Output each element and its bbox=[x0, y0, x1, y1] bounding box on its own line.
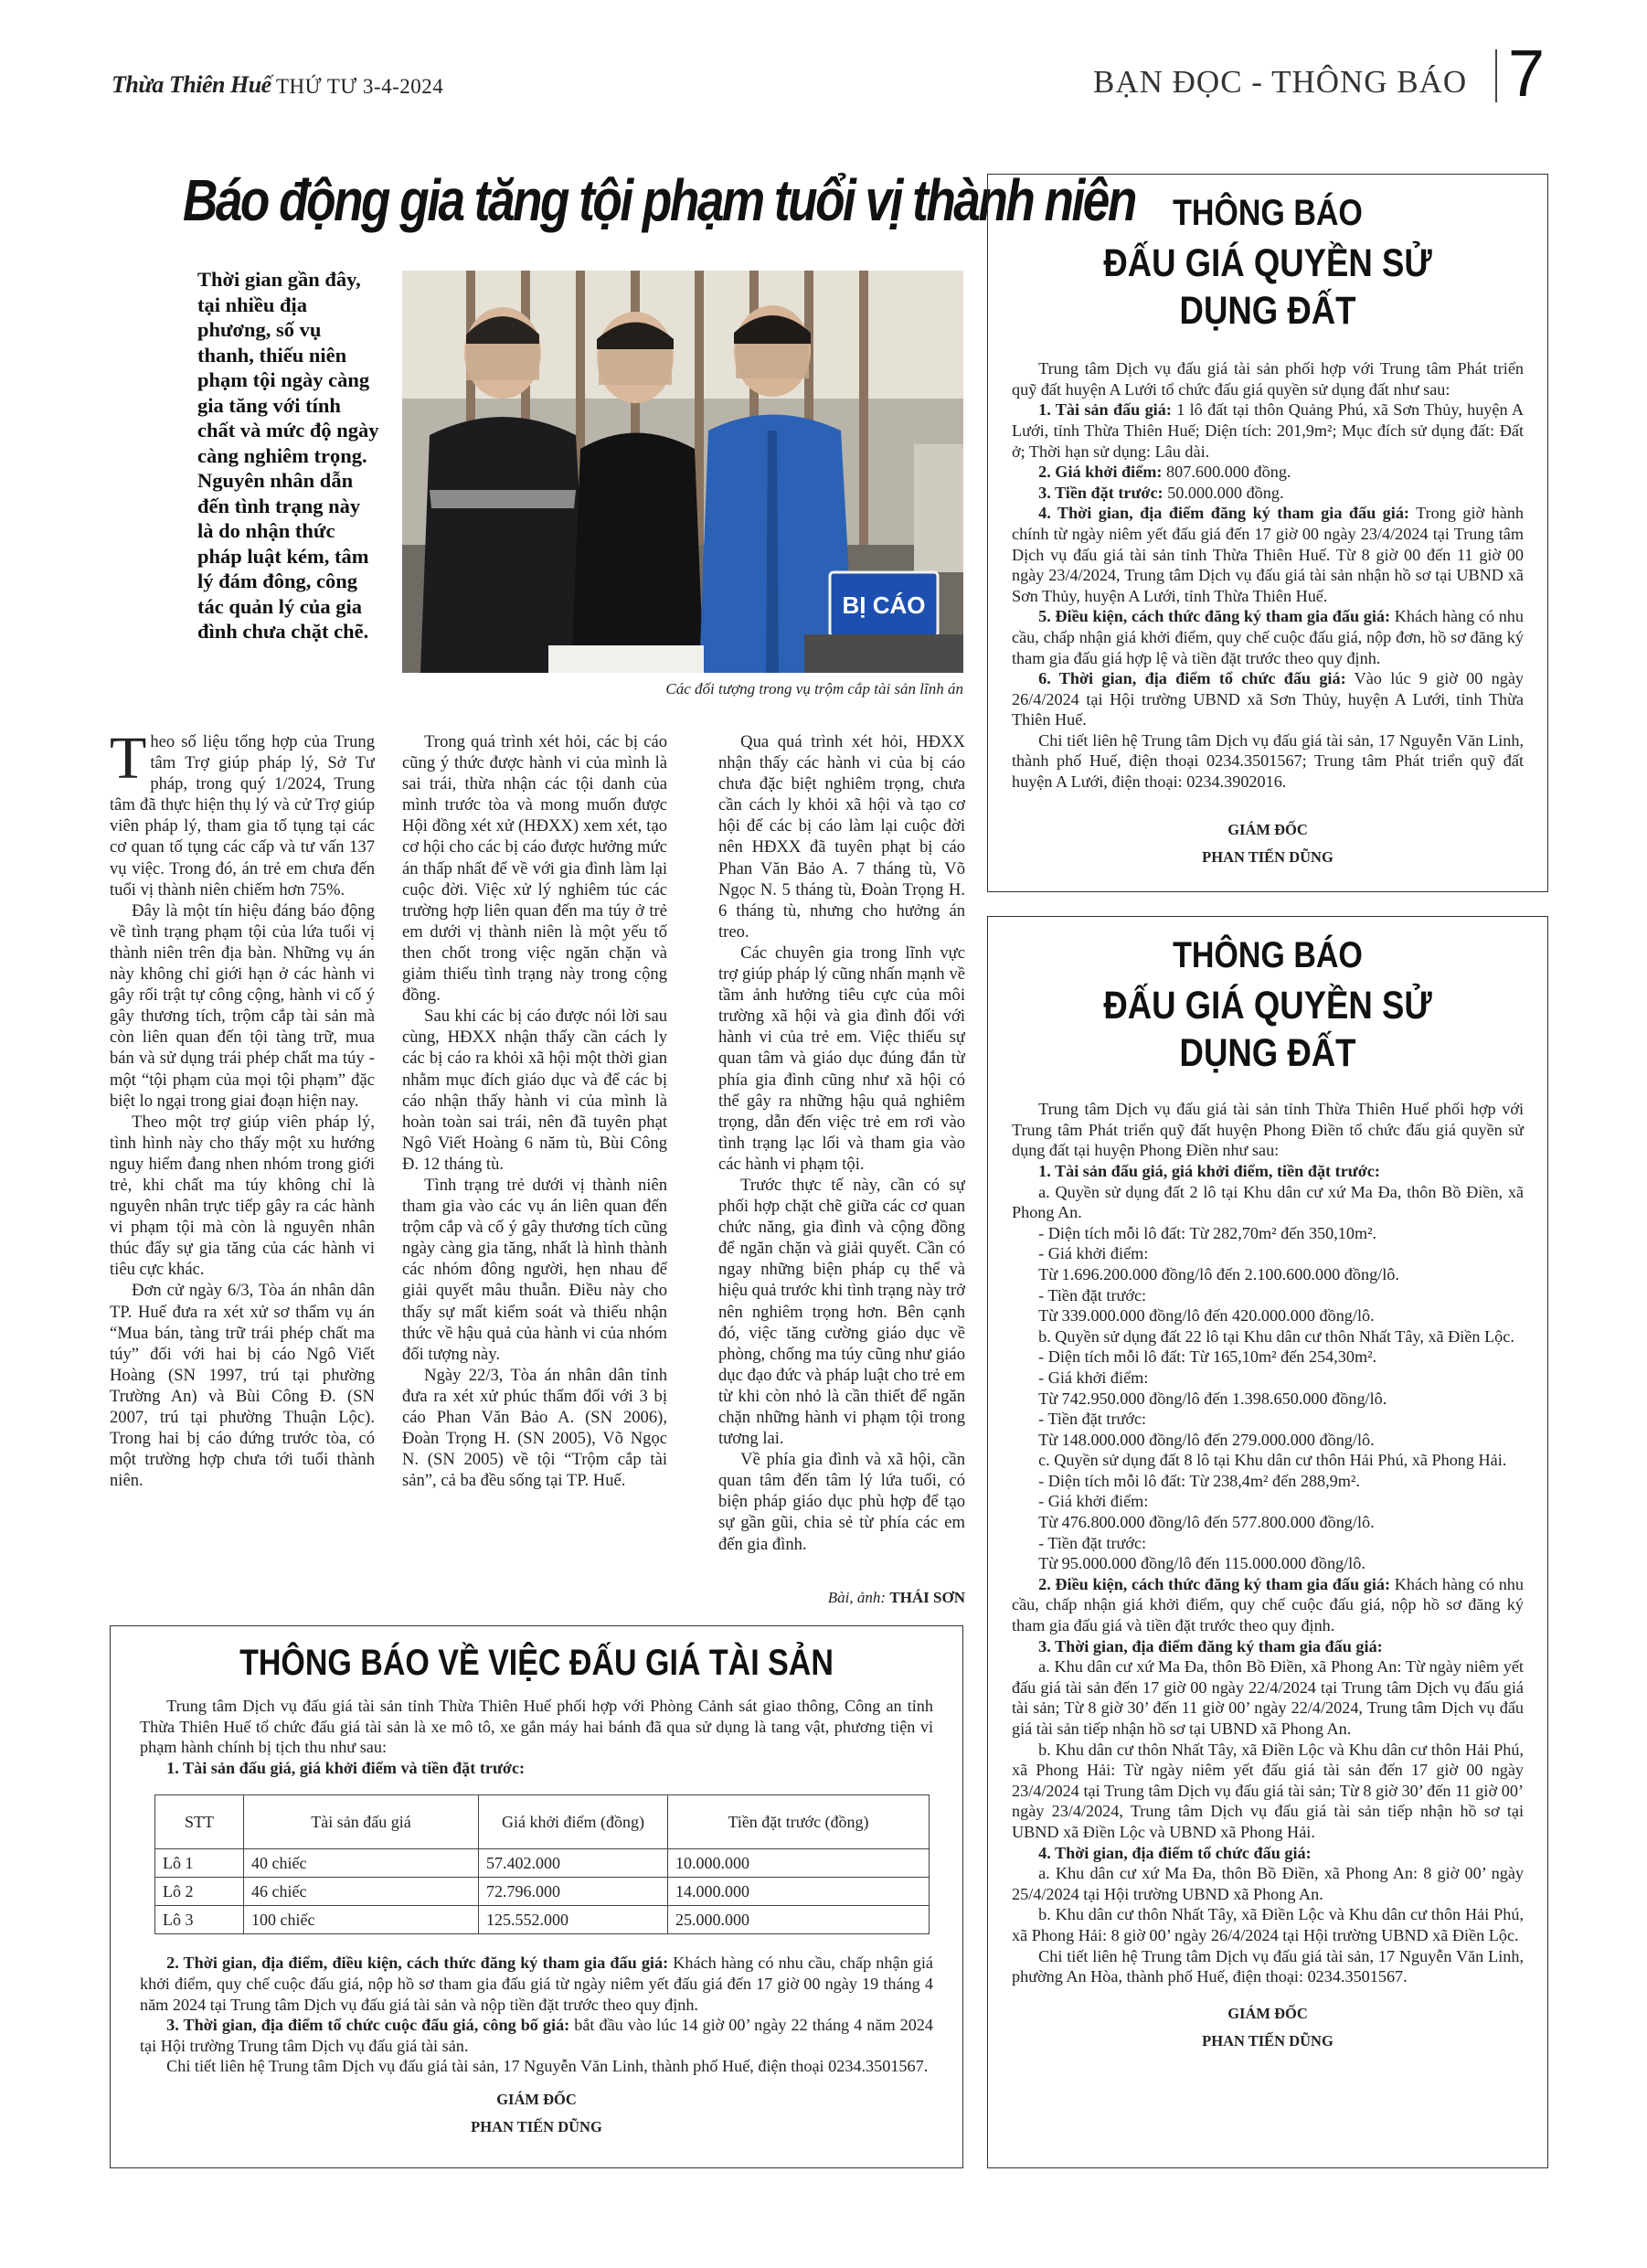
table-cell: 10.000.000 bbox=[668, 1849, 930, 1878]
notice-line: - Tiền đặt trước: bbox=[1038, 1533, 1147, 1552]
notice-line: Từ 476.800.000 đồng/lô đến 577.800.000 đồng/lô. bbox=[1038, 1513, 1375, 1532]
article-column-3 bbox=[718, 731, 965, 1591]
table-cell: 25.000.000 bbox=[668, 1906, 930, 1934]
table-cell: 46 chiếc bbox=[244, 1878, 479, 1906]
article-paragraph: Đơn cử ngày 6/3, Tòa án nhân dân TP. Huế đưa ra xét xử sơ thẩm vụ án “Mua bán, tàng trữ trái phép chất ma túy” đối với hai bị cáo Ngô Viết Hoàng (SN 1997, trú tại phường Trường An) và Bùi Công Đ. (SN 2007, trú tại phường Thuận Lộc). Trong hai bị cáo đứng trước tòa, có một trường hợp chưa tới tuổi thành niên. bbox=[110, 1281, 375, 1491]
notice-line: 1. Tài sản đấu giá, giá khởi điểm, tiền đặt trước: bbox=[1038, 1161, 1380, 1180]
notice-line: 2. Điều kiện, cách thức đăng ký tham gia đấu giá: Khách hàng có nhu cầu, chấp nhận giá khởi điểm, quy chế cuộc đấu giá, nộp hồ sơ đăng ký tham gia đấu giá và tiền đặt trước theo quy định. bbox=[1012, 1574, 1524, 1635]
article-column-1 bbox=[110, 731, 375, 1609]
article-column-2 bbox=[402, 731, 667, 1609]
table-cell: Lô 3 bbox=[155, 1906, 244, 1934]
notice-item: 3. Tiền đặt trước: 50.000.000 đồng. bbox=[1038, 483, 1284, 502]
notice-item: 2. Thời gian, địa điểm, điều kiện, cách thức đăng ký tham gia đấu giá: Khách hàng có nhu cầu, chấp nhận giá khởi điểm, quy chế cuộc đấu giá, nộp hồ sơ tham gia đấu giá từ ngày niêm yết đấu giá đến 17 giờ 00 ngày 19 tháng 4 năm 2024 tại Trung tâm Dịch vụ đấu giá tài sản và nộp tiền đặt trước theo quy định. bbox=[140, 1954, 933, 2014]
article-paragraph: Trong quá trình xét hỏi, các bị cáo cũng ý thức được hành vi của mình là sai trái, thừa nhận các tội danh của mình trước tòa và mong muốn được Hội đồng xét xử (HĐXX) xem xét, tạo cơ hội cho các bị cáo được hưởng mức án thấp nhất để về với gia đình làm lại cuộc đời. Việc xử lý nghiêm túc các trường hợp liên quan đến ma túy ở trẻ em dưới vị thành niên là một yếu tố then chốt trong việc ngăn chặn và giảm thiểu tình trạng này trong cộng đồng. bbox=[402, 732, 667, 1006]
notice-line: Từ 339.000.000 đồng/lô đến 420.000.000 đồng/lô. bbox=[1038, 1306, 1375, 1326]
notice-line: - Giá khởi điểm: bbox=[1038, 1244, 1149, 1263]
notice-body bbox=[140, 1696, 933, 1778]
notice-item: 6. Thời gian, địa điểm tổ chức đấu giá: Vào lúc 9 giờ 00 ngày 26/4/2024 tại Hội trường UBND xã Sơn Thủy, huyện A Lưới, tỉnh Thừa Thiên Huế. bbox=[1012, 669, 1524, 729]
column-header: STT bbox=[155, 1795, 244, 1849]
byline-prefix: Bài, ảnh: bbox=[827, 1589, 887, 1606]
notice-subtitle: ĐẤU GIÁ QUYỀN SỬ DỤNG ĐẤT bbox=[1103, 984, 1432, 1075]
notice-line: - Diện tích mỗi lô đất: Từ 282,70m² đến 350,10m². bbox=[1038, 1223, 1377, 1242]
notice-item: 2. Giá khởi điểm: 807.600.000 đồng. bbox=[1038, 463, 1291, 482]
table-header-row bbox=[155, 1795, 930, 1849]
table-row bbox=[155, 1878, 930, 1906]
article-headline: Báo động gia tăng tội phạm tuổi vị thành niên bbox=[183, 167, 1135, 233]
notice-line: c. Quyền sử dụng đất 8 lô tại Khu dân cư thôn Hải Phú, xã Phong Hải. bbox=[1038, 1451, 1507, 1470]
table-cell: Lô 2 bbox=[155, 1878, 244, 1906]
masthead-date: THỨ TƯ 3-4-2024 bbox=[276, 75, 444, 98]
notice-title: THÔNG BÁO bbox=[1173, 193, 1363, 233]
notice-line: b. Khu dân cư thôn Nhất Tây, xã Điền Lộc và Khu dân cư thôn Hải Phú, xã Phong Hải: Từ ngày niêm yết đấu giá tài sản đến 17 giờ 00 ngày 23/4/2024 tại Trung tâm Dịch vụ đấu giá tài sản; Từ 8 giờ 30’ đến 11 giờ 00’ ngày 23/4/2024, Trung tâm Dịch vụ đấu giá tài sản tiếp nhận hồ sơ tại UBND xã Điền Lộc và UBND xã Phong Hải. bbox=[1012, 1740, 1524, 1841]
notice-body bbox=[1012, 1099, 1524, 1987]
section-title: BẠN ĐỌC - THÔNG BÁO bbox=[1093, 64, 1468, 100]
article-byline bbox=[718, 1589, 965, 1607]
table-cell: 125.552.000 bbox=[479, 1906, 668, 1934]
article-paragraph: Sau khi các bị cáo được nói lời sau cùng, HĐXX nhận thấy cần cách ly các bị cáo ra khỏi xã hội một thời gian nhằm mục đích giáo dục và để các bị cáo nhận thấy hành vi của mình là hoàn toàn sai trái, nên đã tuyên phạt Ngô Viết Hoàng 6 năm tù, Bùi Công Đ. 12 tháng tù. bbox=[402, 1006, 667, 1174]
notice-line: b. Khu dân cư thôn Nhất Tây, xã Điền Lộc và Khu dân cư thôn Hải Phú, xã Phong Hải: 8 giờ 00’ ngày 26/4/2024 tại Hội trường UBND xã Điền Lộc. bbox=[1012, 1905, 1524, 1944]
table-cell: 40 chiếc bbox=[244, 1849, 479, 1878]
notice-line: Từ 148.000.000 đồng/lô đến 279.000.000 đồng/lô. bbox=[1038, 1430, 1375, 1449]
notice-vehicle-auction bbox=[110, 1625, 963, 2168]
article-paragraph: heo số liệu tổng hợp của Trung tâm Trợ giúp pháp lý, Sở Tư pháp, trong quý 1/2024, Trung tâm đã thực hiện thụ lý và cử Trợ giúp viên pháp lý, tham gia tố tụng tại các cơ quan tố tụng các cấp và tư vấn 137 vụ việc. Trong đó, án trẻ em chưa đến tuổi vị thành niên chiếm hơn 75%. bbox=[110, 732, 375, 900]
notice-body bbox=[1012, 358, 1524, 792]
article-sapo: Thời gian gần đây, tại nhiều địa phương, số vụ thanh, thiếu niên phạm tội ngày càng gia tăng với tính chất và mức độ ngày càng nghiêm trọng. Nguyên nhân dẫn đến tình trạng này là do nhận thức pháp luật kém, tâm lý đám đông, công tác quản lý của gia đình chưa chặt chẽ. bbox=[197, 268, 379, 643]
notice-line: - Tiền đặt trước: bbox=[1038, 1410, 1147, 1429]
article-paragraph: Trước thực tế này, cần có sự phối hợp chặt chẽ giữa các cơ quan chức năng, gia đình và cộng đồng để ngăn chặn và giải quyết. Cần có ngay những biện pháp cụ thể và hiệu quả trước khi tình trạng này trở nên nghiêm trọng hơn. Bên cạnh đó, việc tăng cường giáo dục về phòng, chống ma túy cũng như giáo dục đạo đức và pháp luật cho trẻ em từ khi còn nhỏ là cần thiết để ngăn chặn những hành vi phạm tội trong tương lai. bbox=[718, 1175, 965, 1449]
masthead-divider bbox=[1495, 49, 1497, 102]
notice-contact: Chi tiết liên hệ Trung tâm Dịch vụ đấu giá tài sản, 17 Nguyễn Văn Linh, thành phố Huế, điện thoại 0234.3501567. bbox=[166, 2057, 929, 2076]
bi-cao-sign: BỊ CÁO bbox=[842, 591, 926, 619]
notice-line: b. Quyền sử dụng đất 22 lô tại Khu dân cư thôn Nhất Tây, xã Điền Lộc. bbox=[1038, 1326, 1514, 1346]
article-paragraph: Qua quá trình xét hỏi, HĐXX nhận thấy các hành vi của bị cáo chưa đặc biệt nghiêm trọng, chưa cần cách ly khỏi xã hội và tạo cơ hội để các bị cáo làm lại cuộc đời nên HĐXX đã tuyên phạt bị cáo Phan Văn Bảo A. 7 tháng tù, Võ Ngọc N. 5 tháng tù, Đoàn Trọng H. 6 tháng tù, nhưng cho hưởng án treo. bbox=[718, 732, 965, 942]
notice-contact: Chi tiết liên hệ Trung tâm Dịch vụ đấu giá tài sản, 17 Nguyễn Văn Linh, thành phố Huế, điện thoại 0234.3501567; Trung tâm Phát triển quỹ đất huyện A Lưới, điện thoại: 0234.3902016. bbox=[1012, 730, 1524, 792]
article-paragraph: Về phía gia đình và xã hội, cần quan tâm đến tâm lý lứa tuổi, có biện pháp giáo dục phù hợp để tạo sự gần gũi, chia sẻ từ phía các em đến gia đình. bbox=[718, 1450, 965, 1554]
signer-title: GIÁM ĐỐC bbox=[1227, 820, 1308, 838]
notice-land-auction-phong-dien bbox=[987, 916, 1548, 2168]
table-cell: 57.402.000 bbox=[479, 1849, 668, 1878]
table-row bbox=[155, 1906, 930, 1934]
notice-line: Từ 742.950.000 đồng/lô đến 1.398.650.000 đồng/lô. bbox=[1038, 1389, 1387, 1408]
notice-title: THÔNG BÁO bbox=[1173, 935, 1363, 975]
notice-item: 3. Thời gian, địa điểm tổ chức cuộc đấu giá, công bố giá: bắt đầu vào lúc 14 giờ 00’ ngày 22 tháng 4 năm 2024 tại Hội trường Trung tâm Dịch vụ đấu giá tài sản. bbox=[140, 2016, 933, 2055]
notice-signature bbox=[1012, 816, 1524, 871]
notice-line: Chi tiết liên hệ Trung tâm Dịch vụ đấu giá tài sản, 17 Nguyễn Văn Linh, phường An Hòa, thành phố Huế, điện thoại: 0234.3501567. bbox=[1012, 1946, 1524, 1986]
page-number: 7 bbox=[1508, 37, 1546, 111]
signer-title: GIÁM ĐỐC bbox=[496, 2090, 577, 2108]
notice-line: Từ 95.000.000 đồng/lô đến 115.000.000 đồng/lô. bbox=[1038, 1554, 1365, 1573]
article-paragraph: Tình trạng trẻ dưới vị thành niên tham gia vào các vụ án liên quan đến trộm cắp và cố ý gây thương tích cũng ngày càng gia tăng, nhất là hình thành các nhóm đông người, hẹn nhau để giải quyết mâu thuẫn. Điều này cho thấy sự mất kiểm soát và thiếu nhận thức về hậu quả của hành vi của nhóm đối tượng này. bbox=[402, 1175, 667, 1364]
photo-caption: Các đối tượng trong vụ trộm cắp tài sản lĩnh án bbox=[665, 680, 963, 697]
signer-name: PHAN TIẾN DŨNG bbox=[1202, 2031, 1334, 2050]
notice-line: - Diện tích mỗi lô đất: Từ 238,4m² đến 288,9m². bbox=[1038, 1471, 1360, 1490]
court-photo bbox=[402, 271, 963, 673]
column-header: Tiền đặt trước (đồng) bbox=[668, 1795, 930, 1849]
notice-line: - Giá khởi điểm: bbox=[1038, 1492, 1149, 1511]
notice-line: - Giá khởi điểm: bbox=[1038, 1368, 1149, 1387]
notice-line: - Tiền đặt trước: bbox=[1038, 1285, 1147, 1304]
notice-line: Từ 1.696.200.000 đồng/lô đến 2.100.600.000 đồng/lô. bbox=[1038, 1264, 1399, 1283]
notice-signature bbox=[1012, 2000, 1524, 2055]
table-cell: 72.796.000 bbox=[479, 1878, 668, 1906]
signer-name: PHAN TIẾN DŨNG bbox=[471, 2117, 602, 2135]
table-cell: 100 chiếc bbox=[244, 1906, 479, 1934]
notice-intro: Trung tâm Dịch vụ đấu giá tài sản phối hợp với Trung tâm Phát triển quỹ đất huyện A Lưới tổ chức đấu giá quyền sử dụng đất như sau: bbox=[1012, 359, 1524, 399]
auction-table bbox=[154, 1794, 930, 1934]
notice-item: 1. Tài sản đấu giá: 1 lô đất tại thôn Quảng Phú, xã Sơn Thủy, huyện A Lưới, tỉnh Thừa Thiên Huế; Diện tích: 201,9m²; Mục đích sử dụng đất: Đất ở; Thời hạn sử dụng: Lâu dài. bbox=[1012, 400, 1525, 461]
column-header: Giá khởi điểm (đồng) bbox=[479, 1795, 668, 1849]
article-paragraph: Theo một trợ giúp viên pháp lý, tình hình này cho thấy một xu hướng nguy hiểm đang nhen nhóm trong giới trẻ, khi chất ma túy không chỉ là nguyên nhân trực tiếp gây ra các hành vi phạm tội mà còn là nguyên nhân thúc đẩy sự gia tăng của các hành vi tiêu cực khác. bbox=[110, 1112, 375, 1280]
masthead-name: Thừa Thiên Huế bbox=[112, 71, 271, 98]
drop-cap: T bbox=[110, 731, 147, 792]
notice-item-heading: 1. Tài sản đấu giá, giá khởi điểm và tiền đặt trước: bbox=[166, 1758, 526, 1777]
signer-name: PHAN TIẾN DŨNG bbox=[1202, 847, 1334, 866]
notice-line: Trung tâm Dịch vụ đấu giá tài sản tỉnh Thừa Thiên Huế phối hợp với Trung tâm Phát triển quỹ đất huyện Phong Điền tổ chức đấu giá quyền sử dụng đất tại huyện Phong Điền như sau: bbox=[1012, 1100, 1524, 1160]
notice-body-continued bbox=[140, 1953, 933, 2077]
table-cell: Lô 1 bbox=[155, 1849, 244, 1878]
notice-title: THÔNG BÁO VỀ VIỆC ĐẤU GIÁ TÀI SẢN bbox=[239, 1643, 834, 1683]
signer-title: GIÁM ĐỐC bbox=[1227, 2004, 1308, 2022]
notice-line: - Diện tích mỗi lô đất: Từ 165,10m² đến 254,30m². bbox=[1038, 1347, 1377, 1367]
notice-line: a. Quyền sử dụng đất 2 lô tại Khu dân cư xứ Ma Đa, thôn Bồ Điền, xã Phong An. bbox=[1012, 1182, 1524, 1222]
table-cell: 14.000.000 bbox=[668, 1878, 930, 1906]
notice-line: a. Khu dân cư xứ Ma Đa, thôn Bồ Điền, xã Phong An: Từ ngày niêm yết đấu giá tài sản đến 17 giờ 00 ngày 22/4/2024 tại Trung tâm Dịch vụ đấu giá tài sản; Từ 8 giờ 30’ đến 11 giờ 00’ ngày 22/4/2024, Trung tâm Dịch vụ đấu giá tài sản tiếp nhận hồ sơ tại UBND xã Phong An. bbox=[1012, 1657, 1524, 1738]
notice-intro: Trung tâm Dịch vụ đấu giá tài sản tỉnh Thừa Thiên Huế phối hợp với Phòng Cảnh sát giao thông, Công an tỉnh Thừa Thiên Huế tổ chức đấu giá tài sản là xe mô tô, xe gắn máy hai bánh đã qua sử dụng là tang vật, phương tiện vi phạm hành chính bị tịch thu như sau: bbox=[140, 1697, 933, 1757]
article-paragraph: Đây là một tín hiệu đáng báo động về tình trạng phạm tội của lứa tuổi vị thành niên trên địa bàn. Những vụ án này không chỉ giới hạn ở các hành vi gây rối trật tự công cộng, hành vi cố ý gây thương tích, trộm cắp tài sản mà còn liên quan đến tội tàng trữ, mua bán và sử dụng trái phép chất ma túy - một “tội phạm của mọi tội phạm” đặc biệt lo ngại trong giai đoạn hiện nay. bbox=[110, 900, 375, 1111]
notice-land-auction-a-luoi bbox=[987, 174, 1548, 892]
article-paragraph: Các chuyên gia trong lĩnh vực trợ giúp pháp lý cũng nhấn mạnh về tầm ảnh hưởng tiêu cực của môi trường xã hội và gia đình đối với hành vi của trẻ em. Việc thiếu sự quan tâm và giáo dục đúng đắn từ phía gia đình cũng như xã hội có thể gây ra những hậu quả nghiêm trọng, dẫn đến việc trẻ em rơi vào tình trạng lạc lối và tham gia vào các hành vi phạm tội. bbox=[718, 942, 965, 1174]
notice-subtitle: ĐẤU GIÁ QUYỀN SỬ DỤNG ĐẤT bbox=[1103, 241, 1432, 333]
article-paragraph: Ngày 22/3, Tòa án nhân dân tỉnh đưa ra xét xử phúc thẩm đối với 3 bị cáo Phan Văn Bảo A. (SN 2006), Đoàn Trọng H. (SN 2005), Võ Ngọc N. (SN 2005) về tội “Trộm cắp tài sản”, cả ba đều sống tại TP. Huế. bbox=[402, 1365, 667, 1491]
byline-author: THÁI SƠN bbox=[889, 1589, 965, 1606]
notice-item: 4. Thời gian, địa điểm đăng ký tham gia đấu giá: Trong giờ hành chính từ ngày niêm yết đấu giá đến 17 giờ 00 ngày 23/4/2024 tại Trung tâm Dịch vụ đấu giá tài sản tỉnh Thừa Thiên Huế. Từ 8 giờ 00 đến 11 giờ 00 ngày 23/4/2024, Trung tâm Dịch vụ đấu giá tài sản nhận hồ sơ tại UBND xã Sơn Thủy, huyện A Lưới, tỉnh Thừa Thiên Huế. bbox=[1012, 504, 1524, 605]
notice-line: a. Khu dân cư xứ Ma Đa, thôn Bồ Điền, xã Phong An: 8 giờ 00’ ngày 25/4/2024 tại Hội trường UBND xã Phong An. bbox=[1012, 1864, 1524, 1903]
column-header: Tài sản đấu giá bbox=[244, 1795, 479, 1849]
table-row bbox=[155, 1849, 930, 1878]
notice-line: 3. Thời gian, địa điểm đăng ký tham gia đấu giá: bbox=[1038, 1636, 1383, 1656]
notice-line: 4. Thời gian, địa điểm tổ chức đấu giá: bbox=[1038, 1843, 1312, 1862]
notice-item: 5. Điều kiện, cách thức đăng ký tham gia đấu giá: Khách hàng có nhu cầu, chấp nhận giá khởi điểm, quy chế cuộc đấu giá, nộp đơn, hồ sơ đăng ký tham gia đấu giá hợp lệ và tiền đặt trước theo quy định. bbox=[1012, 607, 1524, 667]
notice-signature bbox=[140, 2086, 933, 2141]
